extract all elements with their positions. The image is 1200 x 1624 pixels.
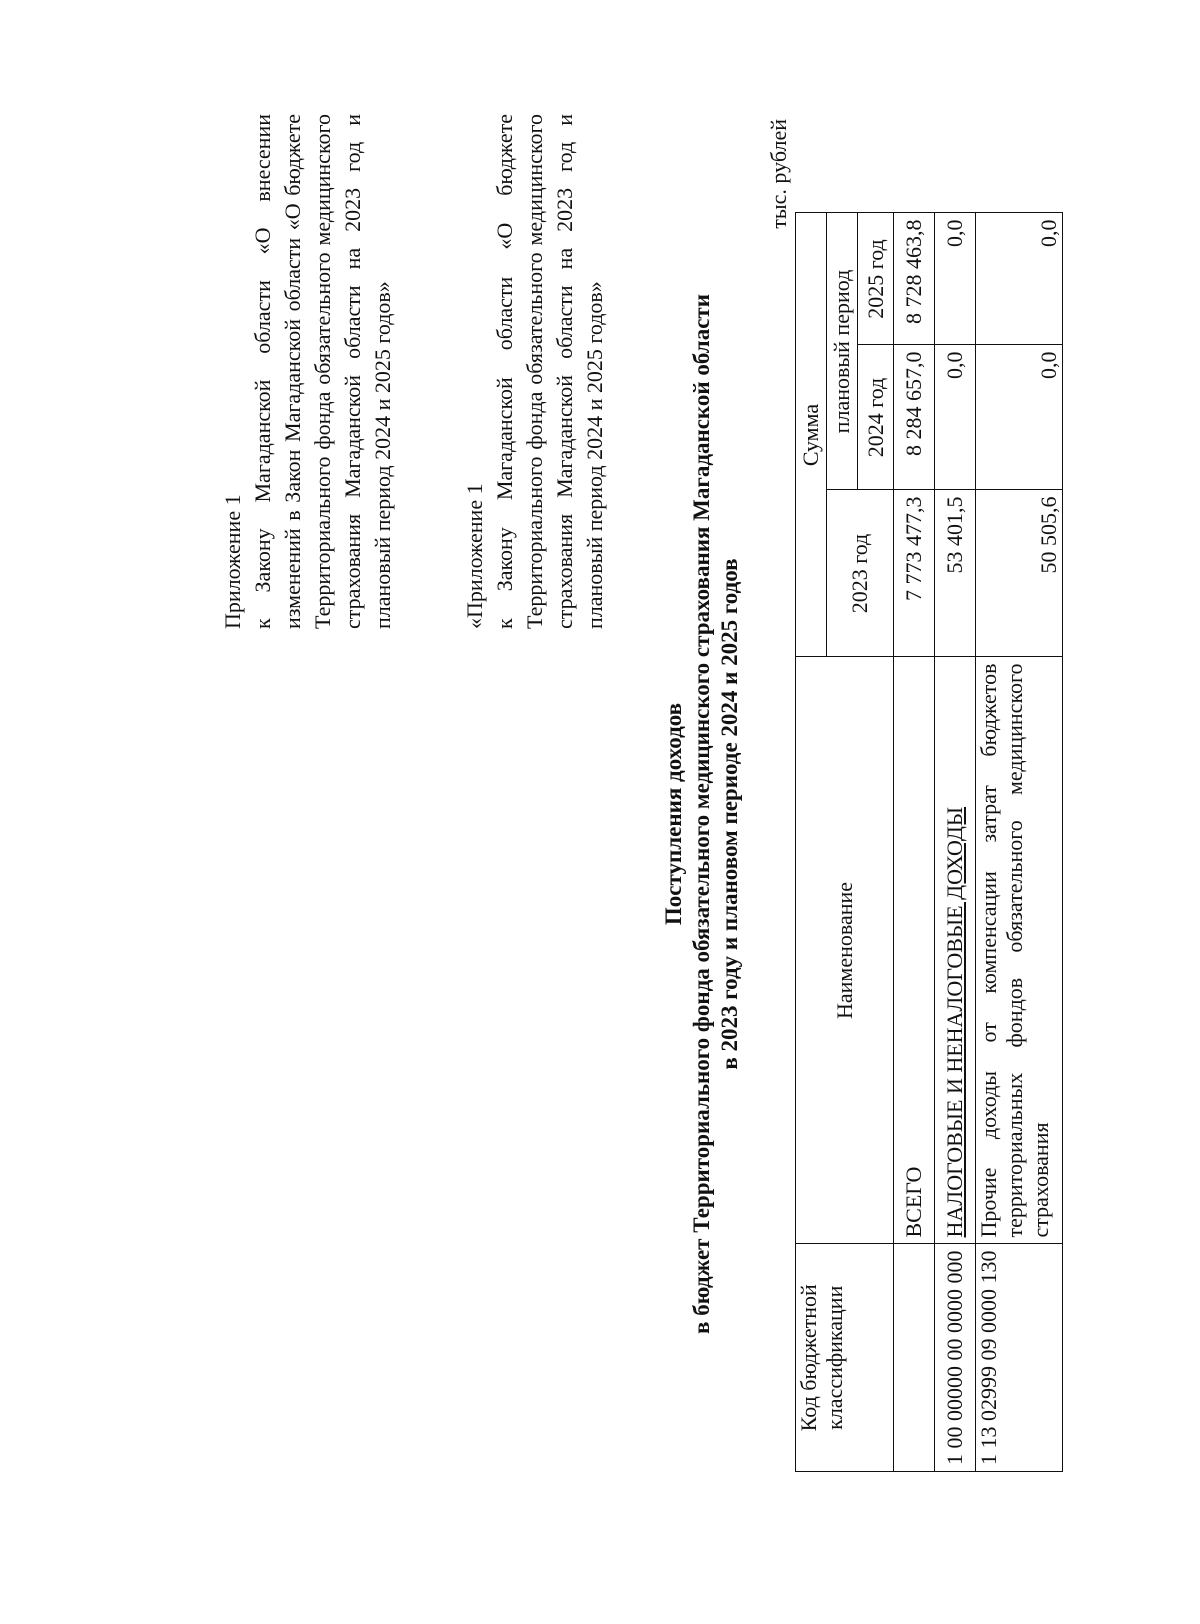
- row-amount-2025: 0,0: [935, 213, 976, 345]
- title-line-3: в 2023 году и плановом периоде 2024 и 2025 годов: [717, 558, 742, 1070]
- row-code: 1 13 02999 09 0000 130: [976, 1244, 1063, 1472]
- row-name: ВСЕГО: [894, 657, 935, 1244]
- row-amount-2023: 7 773 477,3: [894, 490, 935, 657]
- header-year-2024: 2024 год: [858, 345, 894, 490]
- document-title: [660, 84, 744, 1544]
- units-label: тыс. рублей: [766, 119, 791, 229]
- row-amount-2023: 53 401,5: [935, 490, 976, 657]
- header-name: Наименование: [796, 657, 894, 1244]
- row-code: [894, 1244, 935, 1472]
- header-year-2023: 2023 год: [827, 490, 894, 657]
- appendix-original-label: «Приложение 1: [462, 483, 487, 629]
- table-row-tax-nontax: [935, 213, 976, 1472]
- header-year-2025: 2025 год: [858, 213, 894, 345]
- row-amount-2025: 8 728 463,8: [894, 213, 935, 345]
- header-code: Код бюджетной классификации: [796, 1244, 894, 1472]
- title-line-1: Поступления доходов: [661, 702, 686, 926]
- title-line-2: в бюджет Территориального фонда обязательного медицинского страхования Магаданской области: [689, 294, 714, 1334]
- appendix-current-text: к Закону Магаданской области «О внесении изменений в Закон Магаданской области «О бюджете Территориального фонда обязательного медицинского страхования Магаданской области на 2023 год и плановый период 2024 и 2025 годов»: [250, 114, 395, 629]
- appendix-original-text: к Закону Магаданской области «О бюджете Территориального фонда обязательного медицинского страхования Магаданской области на 2023 год и плановый период 2024 и 2025 годов»: [492, 114, 607, 629]
- row-amount-2023: 50 505,6: [976, 490, 1063, 657]
- row-amount-2025: 0,0: [976, 213, 1063, 345]
- row-name: Прочие доходы от компенсации затрат бюджетов территориальных фондов обязательного медицинского страхования: [976, 657, 1063, 1244]
- row-amount-2024: 0,0: [935, 345, 976, 490]
- row-code: 1 00 00000 00 0000 000: [935, 1244, 976, 1472]
- appendix-current-label: Приложение 1: [220, 494, 245, 629]
- row-amount-2024: 8 284 657,0: [894, 345, 935, 490]
- header-sum: Сумма: [796, 213, 827, 657]
- row-amount-2024: 0,0: [976, 345, 1063, 490]
- header-planned-period: плановый период: [827, 213, 858, 490]
- row-name: НАЛОГОВЫЕ И НЕНАЛОГОВЫЕ ДОХОДЫ: [935, 657, 976, 1244]
- table-row-total: [894, 213, 935, 1472]
- appendix-original-block: [460, 114, 610, 629]
- income-table: [795, 213, 1063, 1473]
- appendix-current-block: [218, 114, 398, 629]
- table-row-other-income: [976, 213, 1063, 1472]
